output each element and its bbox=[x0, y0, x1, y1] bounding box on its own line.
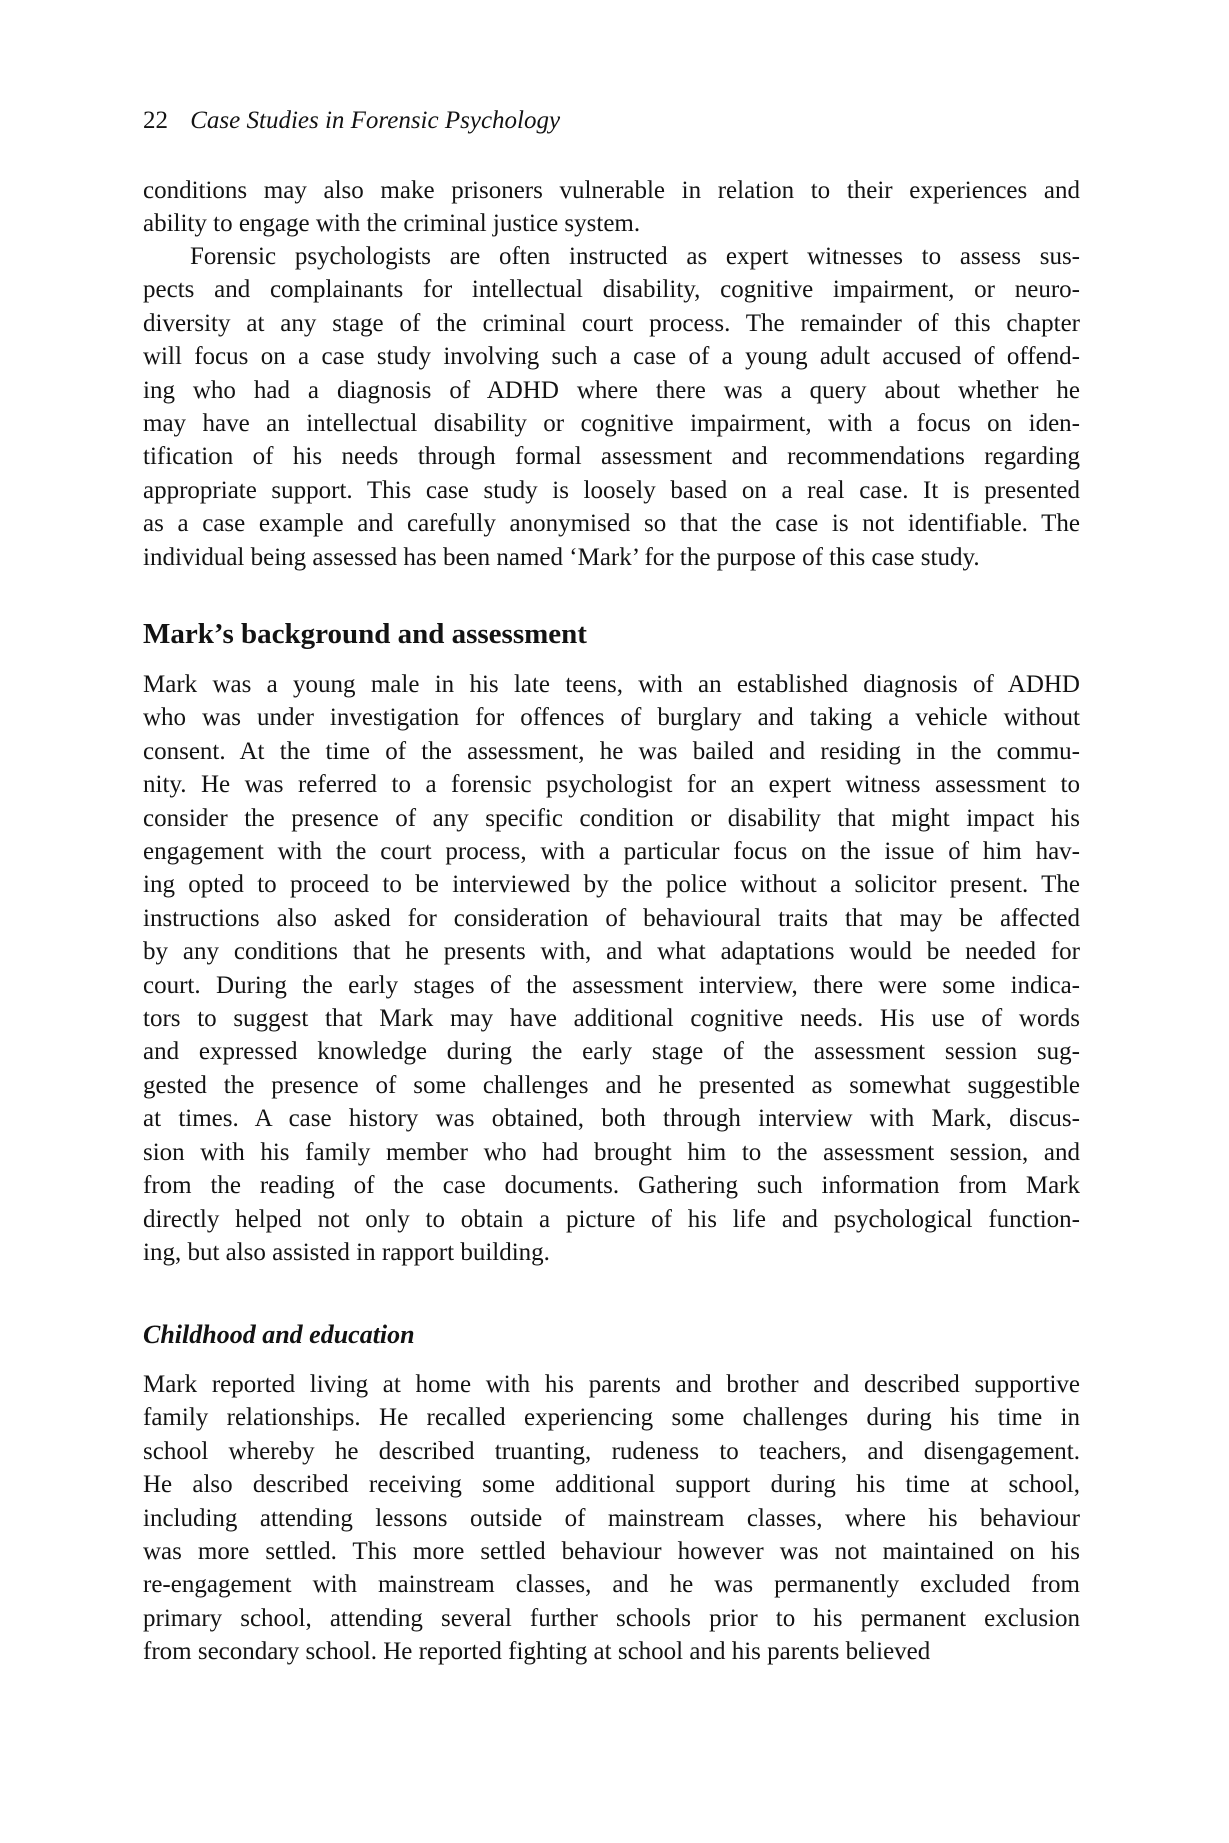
text-line: Forensic psychologists are often instructed as expert witnesses to assess sus- bbox=[190, 243, 1080, 270]
text-line: from secondary school. He reported fighting at school and his parents believed bbox=[143, 1638, 931, 1666]
text-line: consider the presence of any specific condition or disability that might impact his bbox=[143, 804, 1080, 832]
text-line: tors to suggest that Mark may have additional cognitive needs. His use of words bbox=[143, 1005, 1080, 1033]
text-line: tification of his needs through formal assessment and recommendations regarding bbox=[143, 443, 1080, 471]
text-line: may have an intellectual disability or cognitive impairment, with a focus on iden- bbox=[143, 410, 1080, 438]
text-line: Mark was a young male in his late teens, with an established diagnosis of ADHD bbox=[143, 671, 1080, 698]
text-line: and expressed knowledge during the early stage of the assessment session sug- bbox=[143, 1038, 1080, 1066]
text-line: school whereby he described truanting, rudeness to teachers, and disengagement. bbox=[143, 1437, 1080, 1465]
paragraph-forensic-psychologists bbox=[143, 240, 1080, 574]
text-line: diversity at any stage of the criminal court process. The remainder of this chapter bbox=[143, 309, 1080, 337]
page-number: 22 bbox=[143, 107, 168, 134]
text-line: conditions may also make prisoners vulnerable in relation to their experiences and bbox=[143, 177, 1080, 204]
subsection-heading-childhood-education: Childhood and education bbox=[143, 1320, 415, 1349]
paragraph-intro-continuation bbox=[143, 174, 1080, 241]
text-line: will focus on a case study involving such a case of a young adult accused of offend- bbox=[143, 343, 1080, 371]
text-line: family relationships. He recalled experiencing some challenges during his time in bbox=[143, 1404, 1080, 1432]
text-line: He also described receiving some additional support during his time at school, bbox=[143, 1471, 1080, 1499]
running-head bbox=[143, 104, 560, 137]
text-line: consent. At the time of the assessment, he was bailed and residing in the commu- bbox=[143, 737, 1080, 765]
text-line: as a case example and carefully anonymised so that the case is not identifiable. The bbox=[143, 510, 1080, 538]
text-line: sion with his family member who had brought him to the assessment session, and bbox=[143, 1138, 1080, 1166]
running-title: Case Studies in Forensic Psychology bbox=[190, 107, 561, 134]
paragraph-marks-background bbox=[143, 668, 1080, 1269]
text-line: including attending lessons outside of mainstream classes, where his behaviour bbox=[143, 1504, 1080, 1532]
section-heading-marks-background: Mark’s background and assessment bbox=[143, 618, 587, 650]
text-line: ability to engage with the criminal justice system. bbox=[143, 210, 641, 238]
text-line: pects and complainants for intellectual disability, cognitive impairment, or neuro- bbox=[143, 276, 1080, 304]
text-line: from the reading of the case documents. Gathering such information from Mark bbox=[143, 1172, 1080, 1200]
text-line: ing opted to proceed to be interviewed by the police without a solicitor present. The bbox=[143, 871, 1080, 899]
text-line: at times. A case history was obtained, both through interview with Mark, discus- bbox=[143, 1105, 1080, 1133]
text-line: appropriate support. This case study is loosely based on a real case. It is presented bbox=[143, 476, 1080, 504]
text-line: re-engagement with mainstream classes, and he was permanently excluded from bbox=[143, 1571, 1080, 1599]
text-line: was more settled. This more settled behaviour however was not maintained on his bbox=[143, 1538, 1080, 1566]
text-line: court. During the early stages of the assessment interview, there were some indica- bbox=[143, 971, 1080, 999]
text-line: ing who had a diagnosis of ADHD where there was a query about whether he bbox=[143, 376, 1080, 404]
text-line: nity. He was referred to a forensic psychologist for an expert witness assessment to bbox=[143, 771, 1080, 799]
text-line: primary school, attending several further schools prior to his permanent exclusion bbox=[143, 1604, 1080, 1632]
text-line: instructions also asked for consideration of behavioural traits that may be affected bbox=[143, 904, 1080, 932]
text-line: directly helped not only to obtain a picture of his life and psychological function- bbox=[143, 1205, 1080, 1233]
text-line: gested the presence of some challenges and he presented as somewhat suggestible bbox=[143, 1071, 1080, 1099]
text-line: by any conditions that he presents with, and what adaptations would be needed for bbox=[143, 938, 1080, 966]
text-line: engagement with the court process, with a particular focus on the issue of him hav- bbox=[143, 838, 1080, 866]
text-line: Mark reported living at home with his parents and brother and described supportive bbox=[143, 1371, 1080, 1398]
text-line: who was under investigation for offences of burglary and taking a vehicle without bbox=[143, 704, 1080, 732]
paragraph-childhood-education bbox=[143, 1368, 1080, 1669]
text-line: individual being assessed has been named ‘Mark’ for the purpose of this case study. bbox=[143, 543, 980, 571]
text-line: ing, but also assisted in rapport building. bbox=[143, 1238, 550, 1266]
